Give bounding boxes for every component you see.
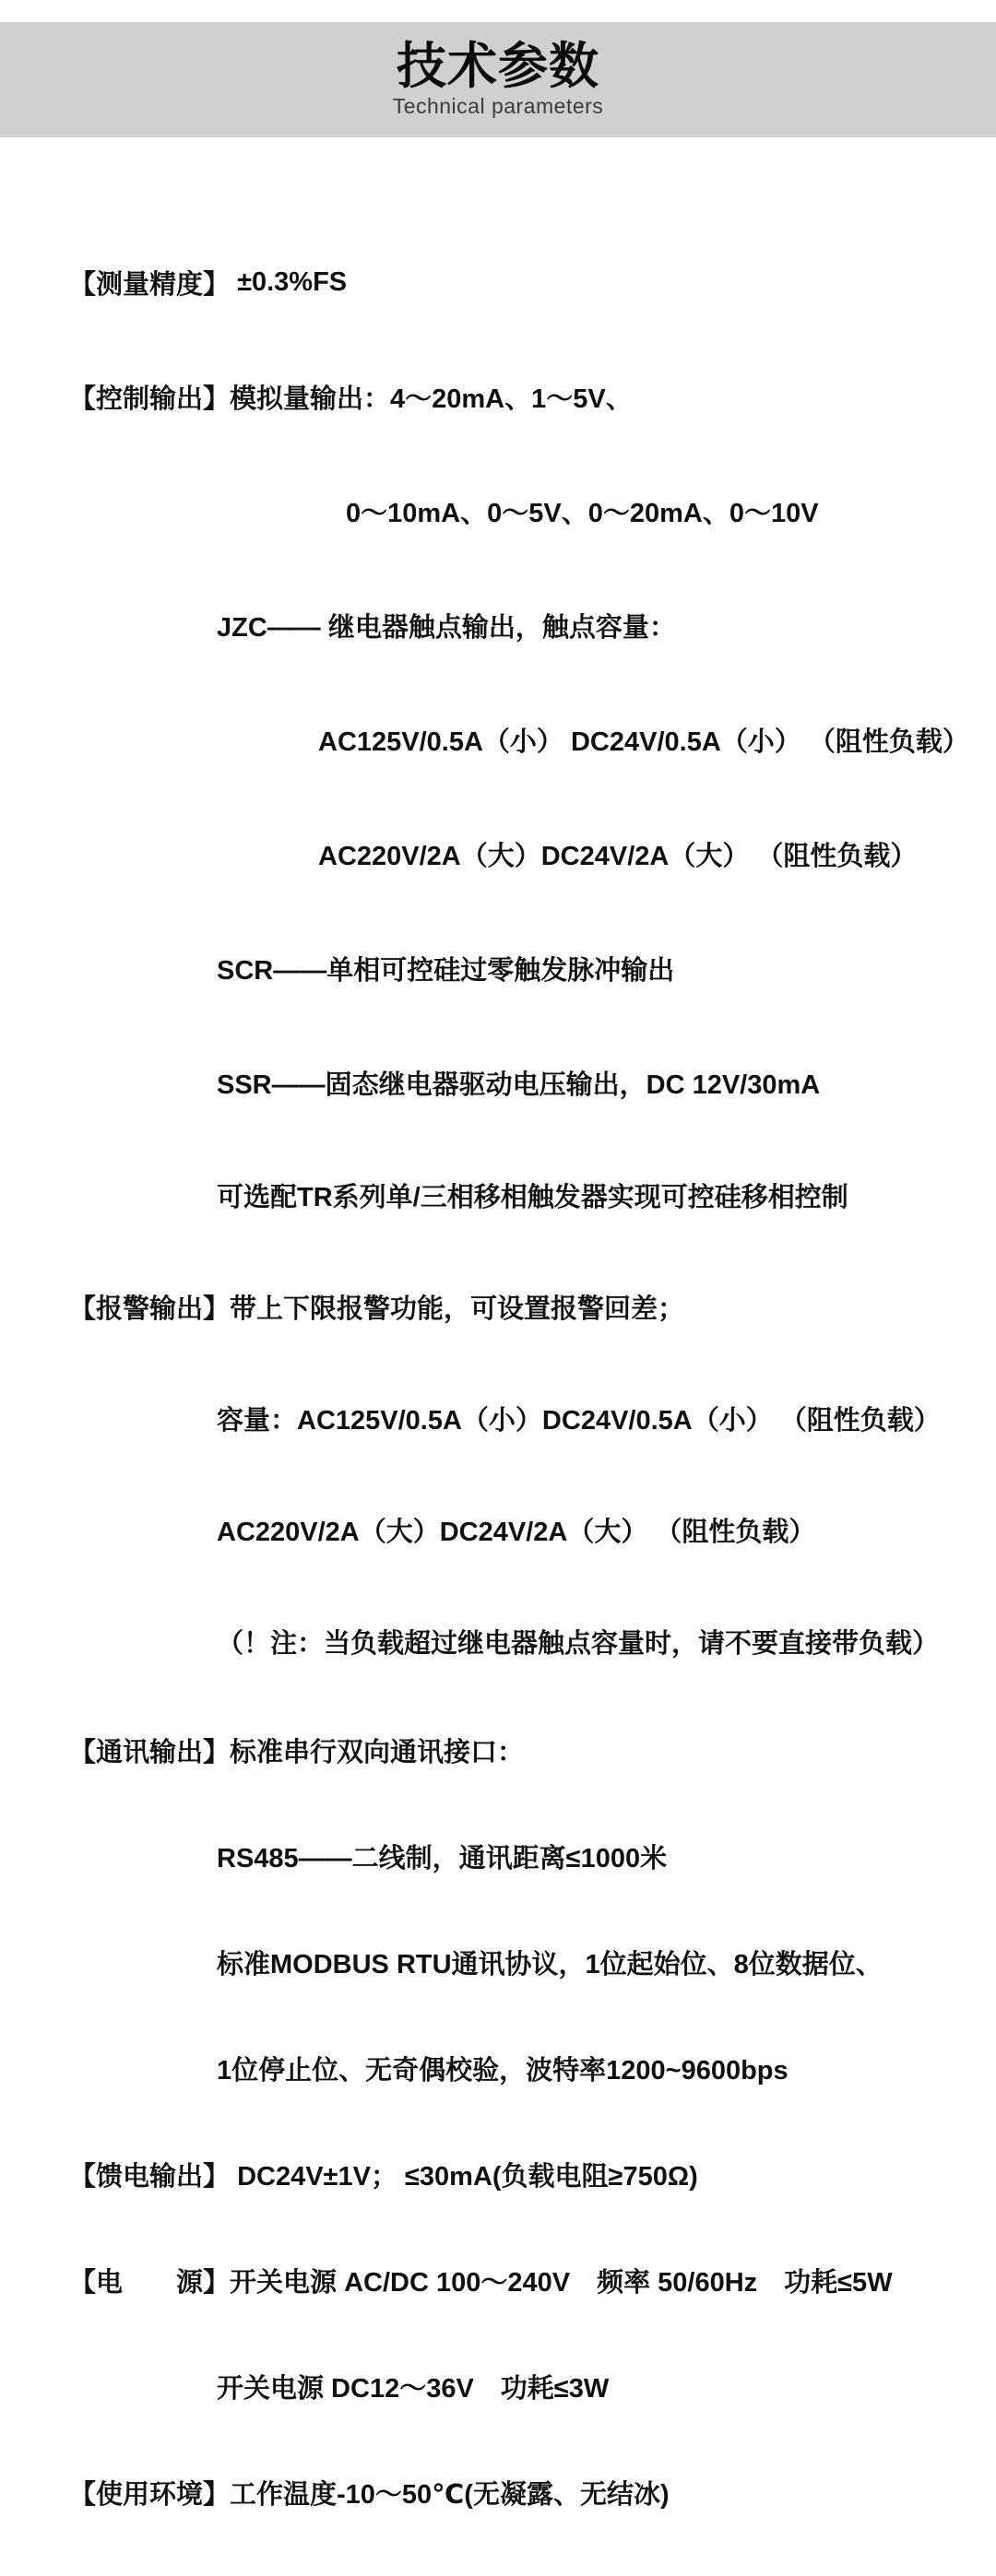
spec-text: SCR——单相可控硅过零触发脉冲输出 (217, 955, 675, 986)
spec-text: 0～10mA、0～5V、0～20mA、0～10V (346, 498, 819, 528)
spec-line (69, 827, 978, 880)
spec-line (69, 255, 978, 309)
spec-label: 【通讯输出】 (69, 1738, 231, 1767)
page-subtitle: Technical parameters (392, 94, 604, 119)
spec-line (69, 1728, 978, 1773)
spec-text: 1位停止位、无奇偶校验，波特率1200~9600bps (217, 2056, 788, 2086)
spec-label: 【测量精度】 (69, 269, 231, 300)
spec-text: 带上下限报警功能，可设置报警回差； (230, 1294, 685, 1324)
spec-line (69, 598, 978, 652)
page-title: 技术参数 (397, 38, 599, 94)
spec-line (69, 2046, 978, 2091)
spec-text: AC125V/0.5A（小） DC24V/0.5A（小） （阻性负载） (318, 727, 969, 757)
spec-text: （！注：当负载超过继电器触点容量时，请不要直接带负载） (217, 1629, 940, 1659)
spec-list (0, 137, 996, 2576)
spec-line (69, 1393, 978, 1444)
spec-line (69, 1282, 978, 1332)
spec-text: 工作温度-10～50℃(无凝露、无结冰) (230, 2480, 670, 2510)
spec-text: 标准MODBUS RTU通讯协议，1位起始位、8位数据位、 (217, 1950, 883, 1979)
page-root (0, 22, 996, 2576)
spec-text: 模拟量输出：4～20mA、1～5V、 (230, 384, 633, 414)
spec-text: AC220V/2A（大）DC24V/2A（大） （阻性负载） (318, 841, 918, 871)
spec-line (69, 370, 978, 423)
spec-text: JZC—— 继电器触点输出，触点容量： (217, 612, 676, 643)
spec-line (69, 1940, 978, 1985)
spec-line (69, 1834, 978, 1879)
spec-line (69, 2364, 978, 2409)
spec-text: 可选配TR系列单/三相移相触发器实现可控硅移相控制 (217, 1183, 848, 1212)
spec-text: 容量：AC125V/0.5A（小）DC24V/0.5A（小） （阻性负载） (217, 1406, 941, 1436)
spec-text: 标准串行双向通讯接口： (230, 1738, 525, 1767)
spec-text: RS485——二线制，通讯距离≤1000米 (217, 1844, 668, 1873)
spec-line (69, 1616, 978, 1667)
spec-text: SSR——固态继电器驱动电压输出，DC 12V/30mA (217, 1069, 821, 1100)
spec-text: 开关电源 AC/DC 100～240V 频率 50/60Hz 功耗≤5W (230, 2268, 893, 2298)
spec-text: DC24V±1V； ≤30mA(负载电阻≥750Ω) (230, 2162, 698, 2192)
spec-line (69, 2470, 978, 2515)
spec-text: 开关电源 DC12～36V 功耗≤3W (217, 2374, 610, 2404)
spec-line (69, 1056, 978, 1109)
spec-label: 【控制输出】 (69, 384, 231, 414)
spec-line (69, 1505, 978, 1555)
spec-label: 【馈电输出】 (69, 2162, 231, 2192)
spec-line (69, 484, 978, 538)
spec-label: 【报警输出】 (69, 1294, 231, 1324)
spec-text: ±0.3%FS (230, 266, 348, 297)
spec-line (69, 2258, 978, 2303)
spec-line (69, 2152, 978, 2197)
spec-line (69, 1170, 978, 1221)
spec-line (69, 713, 978, 766)
spec-label: 【使用环境】 (69, 2480, 231, 2510)
spec-text: AC220V/2A（大）DC24V/2A（大） （阻性负载） (217, 1518, 816, 1547)
spec-label: 【电 源】 (69, 2268, 231, 2298)
spec-line (69, 941, 978, 995)
header-band (0, 22, 996, 137)
